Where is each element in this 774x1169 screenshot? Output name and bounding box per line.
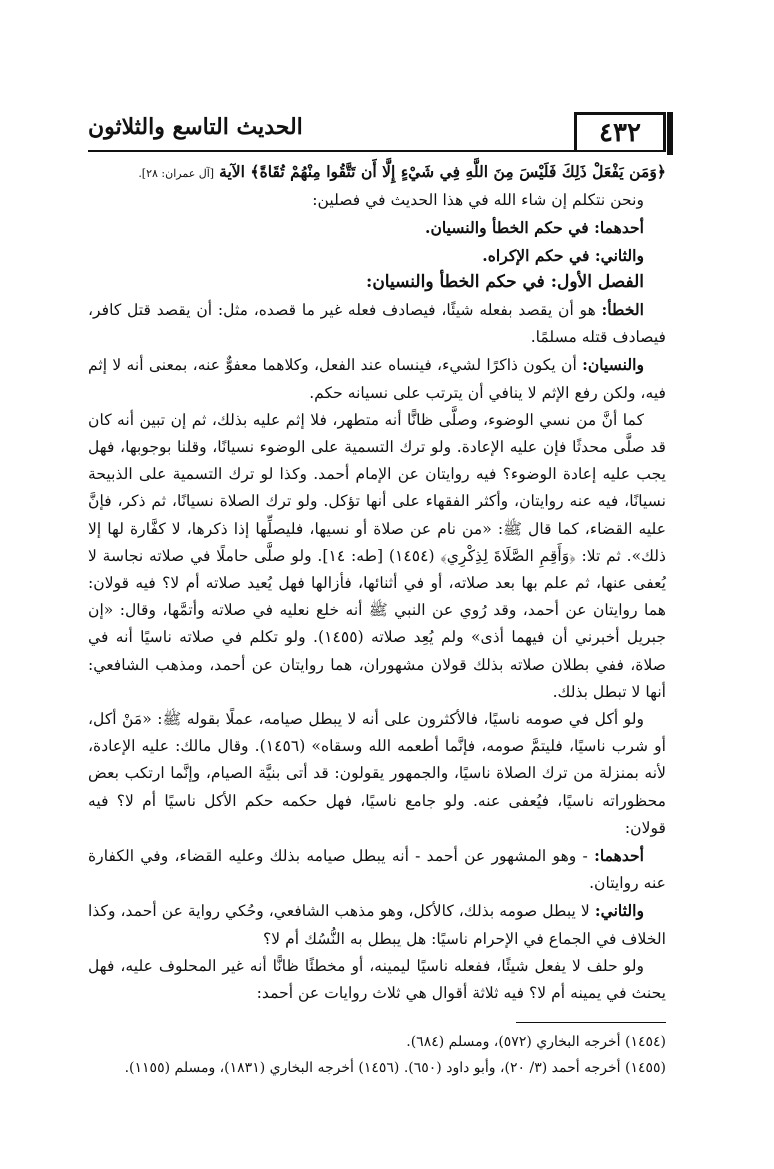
page-header (88, 108, 666, 152)
paragraph-prayer: كما أنَّ من نسي الوضوء، وصلَّى ظانًّا أنه متطهر، فلا إثم عليه بذلك، ثم إن تبين أنه كان قد صلَّى محدثًا فإن عليه الإعادة. ولو ترك التسمية على الوضوء نسيانًا، وقلنا بوجوبها، فهل يجب عليه إعادة الوضوء؟ فيه روايتان عن الإمام أحمد. وكذا لو ترك التسمية على الذبيحة نسيانًا، فيه عنه روايتان، وأكثر الفقهاء على أنها تؤكل. ولو ترك الصلاة نسيانًا، ثم ذكر، فإنَّ عليه القضاء، كما قال ﷺ: «من نام عن صلاة أو نسيها، فليصلِّها إذا ذكرها، لا كفَّارة لها إلا ذلك». ثم تلا: ﴿وَأَقِمِ الصَّلَاةَ لِذِكْرِي﴾ (١٤٥٤) [طه: ١٤]. ولو صلَّى حاملًا في صلاته نجاسة لا يُعفى عنها، ثم علم بها بعد صلاته، أو في أثنائها، فأزالها فهل يُعيد صلاته أم لا؟ فيه قولان: هما روايتان عن أحمد، وقد رُوي عن النبي ﷺ أنه خلع نعليه في صلاته وأتمَّها، وقال: «إن جبريل أخبرني أن فيهما أذى» ولم يُعِد صلاته (١٤٥٥). ولو تكلم في صلاته ناسيًا أنه في صلاة، ففي بطلان صلاته بذلك قولان مشهوران، هما روايتان عن أحمد، ومذهب الشافعي: أنها لا تبطل بذلك. (88, 410, 667, 701)
opinion-first-text: - وهو المشهور عن أحمد - أنه يبطل صيامه بذلك وعليه القضاء، وفي الكفارة عنه روايتان. (88, 847, 666, 893)
definition-nisyan (88, 351, 666, 406)
paragraph-oath: ولو حلف لا يفعل شيئًا، ففعله ناسيًا ليمينه، أو مخطئًا ظانًّا أنه غير المحلوف عليه، فهل يحنث في يمينه أم لا؟ فيه ثلاثة أقوال هي ثلاث روايات عن أحمد: (88, 956, 666, 1003)
running-title: الحديث التاسع والثلاثون (88, 114, 303, 140)
footnote-rule (516, 1022, 666, 1023)
opinion-first-term: أحدهما: (594, 846, 644, 866)
opinion-first (88, 842, 666, 897)
header-rule (88, 150, 666, 152)
opinion-second-term: والثاني: (594, 901, 644, 921)
main-text (88, 158, 666, 1007)
verse-reference: [آل عمران: ٢٨]. (138, 167, 215, 180)
section-item-second: والثاني: في حكم الإكراه. (482, 245, 644, 265)
intro-paragraph: ونحن نتكلم إن شاء الله في هذا الحديث في فصلين: (312, 191, 644, 210)
definition-khata (88, 296, 666, 351)
term-khata: الخطأ: (601, 300, 644, 320)
opinion-second-text: لا يبطل صومه بذلك، كالأكل، وهو مذهب الشافعي، وحُكي رواية عن أحمد، وكذا الخلاف في الجماع في الإحرام ناسيًا: هل يبطل به النُّسُك أم لا؟ (88, 902, 666, 948)
footnote-1: (١٤٥٤) أخرجه البخاري (٥٧٢)، ومسلم (٦٨٤). (406, 1034, 666, 1050)
verse-line (88, 158, 666, 187)
footnotes (88, 1022, 666, 1081)
quran-verse: ﴿وَمَن يَفْعَلْ ذَلِكَ فَلَيْسَ مِنَ اللَّهِ فِي شَيْءٍ إِلَّا أَن تَتَّقُوا مِنْهُمْ تُقَاةً﴾ الآية (219, 162, 666, 181)
opinion-second (88, 897, 666, 952)
definition-nisyan-text: أن يكون ذاكرًا لشيء، فينساه عند الفعل، وكلاهما معفوٌّ عنه، بمعنى أنه لا إثم فيه، ولكن رفع الإثم لا ينافي أن يترتب على نسيانه حكم. (88, 356, 666, 402)
paragraph-fasting: ولو أكل في صومه ناسيًا، فالأكثرون على أنه لا يبطل صيامه، عملًا بقوله ﷺ: «مَنْ أكل، أو شرب ناسيًا، فليتمَّ صومه، فإنَّما أطعمه الله وسقاه» (١٤٥٦). وقال مالك: عليه الإعادة، لأنه بمنزلة من ترك الصلاة ناسيًا، والجمهور يقولون: قد أتى بنيَّة الصيام، وإنَّما ارتكب بعض محظوراته ناسيًا، فيُعفى عنه. ولو جامع ناسيًا، فهل حكمه حكم الأكل ناسيًا أم لا؟ فيه قولان: (88, 710, 666, 837)
footnote-2: (١٤٥٥) أخرجه أحمد (٣/ ٢٠)، وأبو داود (٦٥٠). (١٤٥٦) أخرجه البخاري (١٨٣١)، ومسلم (١١٥٥). (124, 1060, 666, 1076)
page-number: ٤٣٢ (574, 112, 666, 152)
chapter-heading: الفصل الأول: في حكم الخطأ والنسيان: (366, 271, 644, 292)
definition-khata-text: هو أن يقصد بفعله شيئًا، فيصادف فعله غير ما قصده، مثل: أن يقصد قتل كافر، فيصادف قتله مسلمًا. (88, 301, 666, 347)
section-item-first: أحدهما: في حكم الخطأ والنسيان. (425, 218, 644, 238)
term-nisyan: والنسيان: (582, 355, 644, 375)
